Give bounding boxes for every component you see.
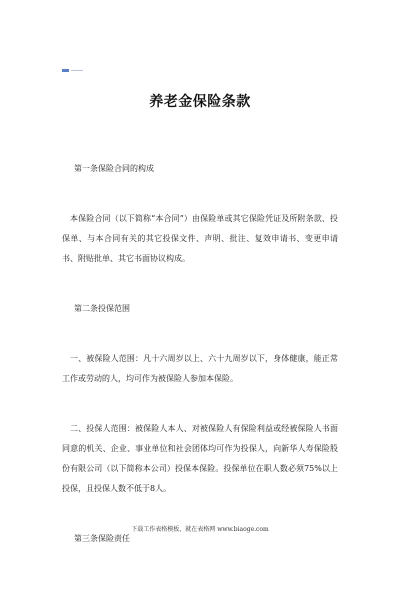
header-mark-line	[71, 70, 83, 71]
page-footer: 下载工作表格模板，就在表格网 www.biaoge.com	[131, 526, 269, 533]
header-logo-mark	[62, 69, 84, 73]
section-heading-3: 第三条保险责任	[74, 534, 130, 543]
paragraph-policyholder-scope: 二、投保人范围：被保险人本人、对被保险人有保险利益或经被保险人书面同意的机关、企业、事业单位和社会团体均可作为投保人，向新华人寿保险股份有限公司（以下简称本公司）投保本保险。投保单位在职人数必须75%以上投保，且投保人数不低于8人。	[62, 424, 338, 493]
document-body	[62, 159, 338, 549]
document-title: 养老金保险条款	[149, 94, 251, 110]
paragraph-contract-composition: 本保险合同（以下简称“本合同”）由保险单或其它保险凭证及所附条款、投保单、与本合同有关的其它投保文件、声明、批注、复效申请书、变更申请书、附贴批单、其它书面协议构成。	[62, 214, 338, 263]
section-heading-1: 第一条保险合同的构成	[74, 164, 154, 173]
paragraph-insured-scope: 一、被保险人范围：凡十六周岁以上、六十九周岁以下，身体健康，能正常工作或劳动的人，均可作为被保险人参加本保险。	[62, 354, 338, 383]
header-mark-blue	[62, 69, 69, 72]
section-heading-2: 第二条投保范围	[74, 304, 130, 313]
